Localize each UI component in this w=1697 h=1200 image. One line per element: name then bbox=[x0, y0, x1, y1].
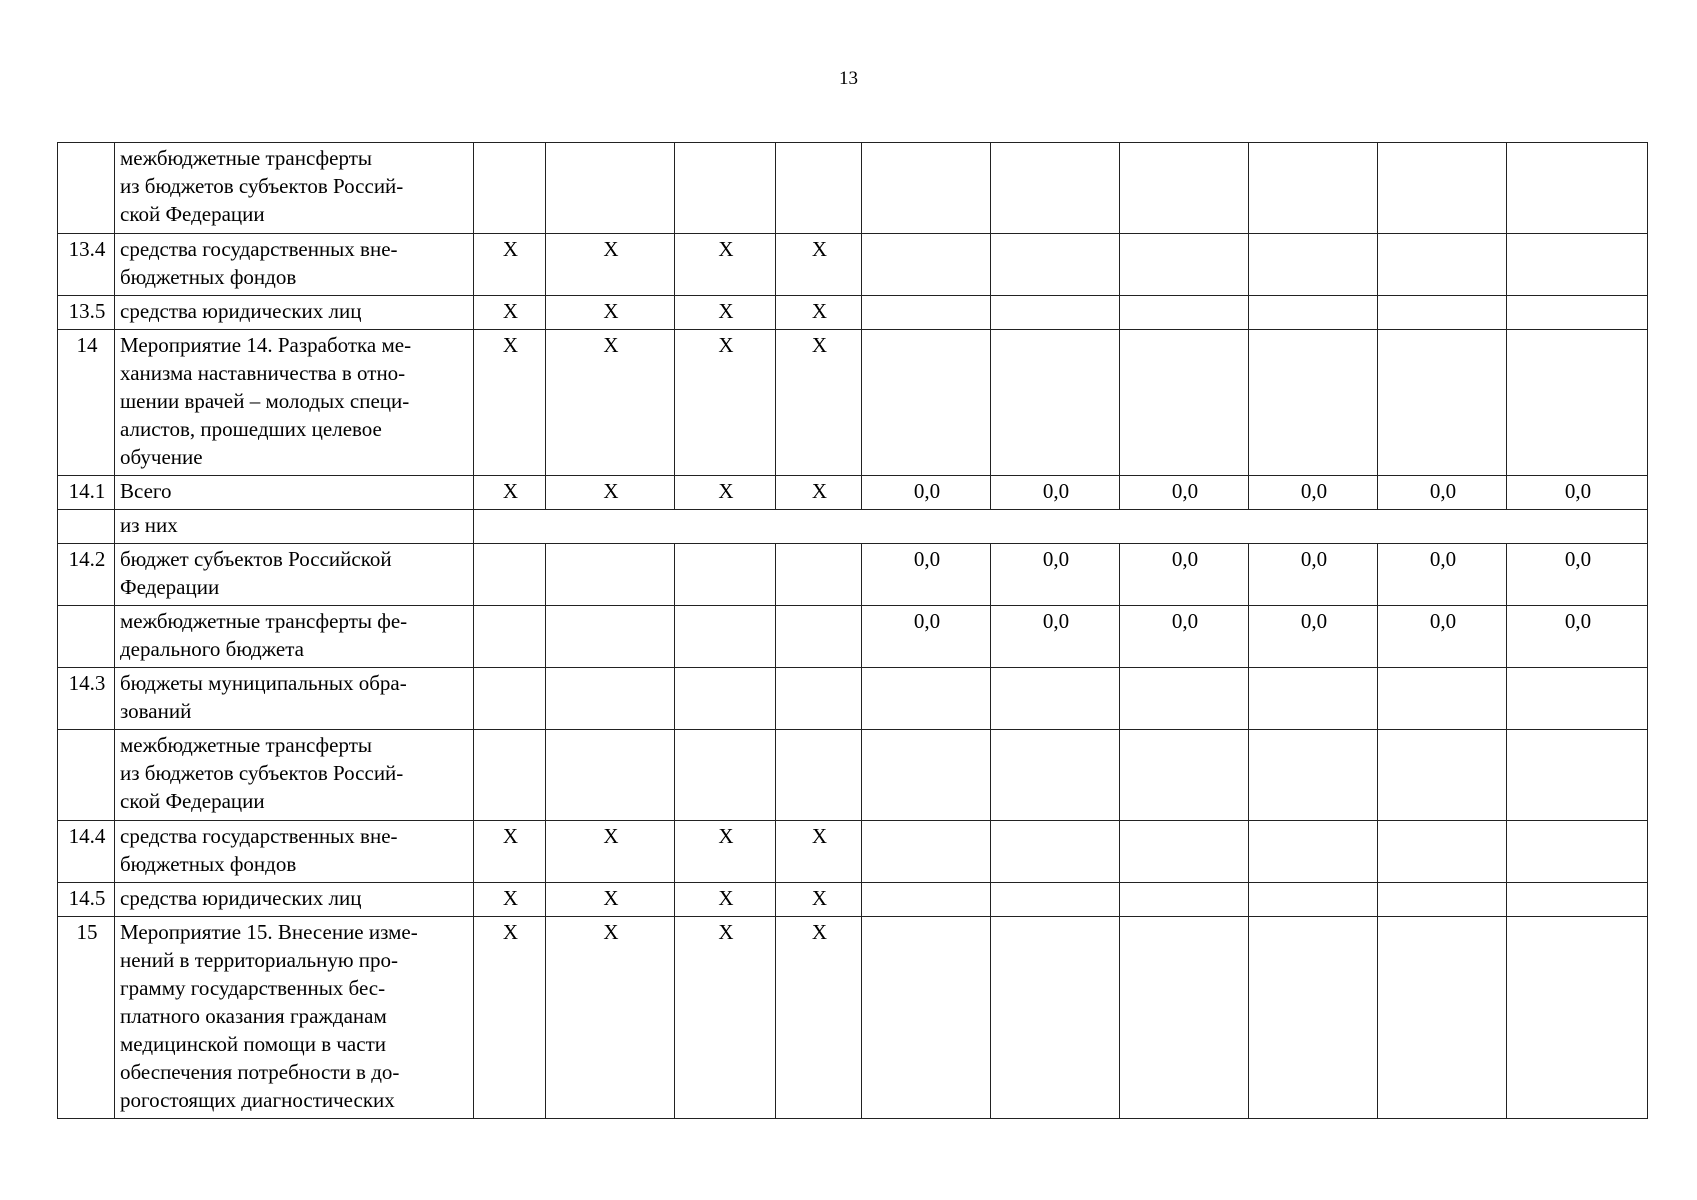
value-cell bbox=[862, 917, 991, 1119]
row-number-cell: 15 bbox=[58, 917, 115, 1119]
x-mark-cell: Х bbox=[474, 296, 546, 330]
x-mark-cell bbox=[546, 143, 675, 234]
row-name-cell bbox=[115, 544, 474, 606]
x-mark-cell: Х bbox=[776, 476, 862, 510]
x-mark-cell: Х bbox=[474, 330, 546, 476]
value-cell bbox=[862, 330, 991, 476]
row-number-cell: 14.1 bbox=[58, 476, 115, 510]
value-cell bbox=[991, 730, 1120, 821]
value-cell bbox=[1249, 143, 1378, 234]
row-number-cell: 13.4 bbox=[58, 234, 115, 296]
value-cell bbox=[1120, 668, 1249, 730]
value-cell: 0,0 bbox=[1378, 606, 1507, 668]
x-mark-cell bbox=[776, 143, 862, 234]
row-name-line: межбюджетные трансферты bbox=[120, 733, 372, 757]
row-name-line: медицинской помощи в части bbox=[120, 1032, 386, 1056]
page-number: 13 bbox=[839, 68, 858, 89]
x-mark-cell bbox=[776, 606, 862, 668]
value-cell bbox=[1120, 883, 1249, 917]
x-mark-cell: Х bbox=[474, 476, 546, 510]
value-cell: 0,0 bbox=[862, 606, 991, 668]
row-number-cell: 13.5 bbox=[58, 296, 115, 330]
x-mark-cell bbox=[675, 606, 776, 668]
table-row bbox=[58, 330, 1648, 476]
row-name-line: грамму государственных бес- bbox=[120, 976, 386, 1000]
value-cell bbox=[862, 730, 991, 821]
value-cell: 0,0 bbox=[1378, 544, 1507, 606]
row-name-cell bbox=[115, 606, 474, 668]
x-mark-cell: Х bbox=[546, 296, 675, 330]
row-name-cell bbox=[115, 821, 474, 883]
value-cell bbox=[991, 143, 1120, 234]
x-mark-cell bbox=[474, 668, 546, 730]
row-name-cell bbox=[115, 917, 474, 1119]
row-name-line: из бюджетов субъектов Россий- bbox=[120, 761, 404, 785]
value-cell: 0,0 bbox=[1120, 476, 1249, 510]
row-name-line: нений в территориальную про- bbox=[120, 948, 399, 972]
x-mark-cell: Х bbox=[776, 821, 862, 883]
value-cell bbox=[991, 917, 1120, 1119]
row-name-line: из бюджетов субъектов Россий- bbox=[120, 174, 404, 198]
table-row bbox=[58, 606, 1648, 668]
value-cell bbox=[1378, 883, 1507, 917]
value-cell: 0,0 bbox=[1120, 544, 1249, 606]
row-name-line: межбюджетные трансферты фе- bbox=[120, 609, 408, 633]
row-name-line: средства юридических лиц bbox=[120, 886, 362, 910]
table-row bbox=[58, 668, 1648, 730]
value-cell bbox=[991, 296, 1120, 330]
row-name-line: средства государственных вне- bbox=[120, 824, 398, 848]
value-cell bbox=[1507, 143, 1648, 234]
row-name-cell bbox=[115, 234, 474, 296]
x-mark-cell: Х bbox=[474, 883, 546, 917]
row-name-line: Мероприятие 15. Внесение изме- bbox=[120, 920, 418, 944]
row-number-cell bbox=[58, 606, 115, 668]
row-number-cell: 14.5 bbox=[58, 883, 115, 917]
x-mark-cell bbox=[474, 143, 546, 234]
value-cell bbox=[1378, 668, 1507, 730]
x-mark-cell: Х bbox=[546, 330, 675, 476]
x-mark-cell bbox=[474, 544, 546, 606]
value-cell bbox=[1249, 730, 1378, 821]
x-mark-cell bbox=[474, 730, 546, 821]
x-mark-cell: Х bbox=[776, 296, 862, 330]
table-row bbox=[58, 883, 1648, 917]
x-mark-cell bbox=[546, 544, 675, 606]
row-name-line: Федерации bbox=[120, 575, 220, 599]
value-cell bbox=[1249, 917, 1378, 1119]
row-number-cell: 14.4 bbox=[58, 821, 115, 883]
x-mark-cell: Х bbox=[675, 821, 776, 883]
row-number-cell: 14 bbox=[58, 330, 115, 476]
x-mark-cell: Х bbox=[675, 234, 776, 296]
x-mark-cell bbox=[776, 730, 862, 821]
table-row bbox=[58, 296, 1648, 330]
value-cell: 0,0 bbox=[1249, 476, 1378, 510]
row-name-cell bbox=[115, 143, 474, 234]
x-mark-cell: Х bbox=[474, 821, 546, 883]
row-name-line: зований bbox=[120, 699, 192, 723]
x-mark-cell: Х bbox=[546, 883, 675, 917]
table-row bbox=[58, 476, 1648, 510]
value-cell: 0,0 bbox=[1120, 606, 1249, 668]
row-name-cell bbox=[115, 476, 474, 510]
row-number-cell: 14.2 bbox=[58, 544, 115, 606]
value-cell bbox=[1378, 234, 1507, 296]
row-name-line: из них bbox=[120, 513, 178, 537]
value-cell: 0,0 bbox=[991, 544, 1120, 606]
x-mark-cell bbox=[675, 668, 776, 730]
value-cell: 0,0 bbox=[1249, 544, 1378, 606]
value-cell bbox=[1378, 730, 1507, 821]
value-cell bbox=[1249, 234, 1378, 296]
row-name-line: платного оказания гражданам bbox=[120, 1004, 387, 1028]
table-row bbox=[58, 510, 1648, 544]
value-cell bbox=[1120, 917, 1249, 1119]
table-row bbox=[58, 821, 1648, 883]
value-cell bbox=[1507, 330, 1648, 476]
row-name-line: шении врачей – молодых специ- bbox=[120, 389, 410, 413]
x-mark-cell: Х bbox=[776, 917, 862, 1119]
row-name-line: бюджетных фондов bbox=[120, 265, 297, 289]
row-name-cell bbox=[115, 730, 474, 821]
table-row bbox=[58, 544, 1648, 606]
row-name-line: бюджет субъектов Российской bbox=[120, 547, 392, 571]
value-cell bbox=[1249, 883, 1378, 917]
x-mark-cell: Х bbox=[776, 234, 862, 296]
value-cell bbox=[1378, 917, 1507, 1119]
value-cell bbox=[1120, 730, 1249, 821]
x-mark-cell bbox=[675, 143, 776, 234]
value-cell bbox=[1378, 143, 1507, 234]
value-cell bbox=[1378, 821, 1507, 883]
row-name-line: ской Федерации bbox=[120, 789, 265, 813]
value-cell bbox=[991, 821, 1120, 883]
x-mark-cell: Х bbox=[546, 821, 675, 883]
x-mark-cell bbox=[474, 606, 546, 668]
row-name-cell bbox=[115, 296, 474, 330]
x-mark-cell: Х bbox=[546, 917, 675, 1119]
value-cell bbox=[1120, 330, 1249, 476]
row-name-cell bbox=[115, 510, 474, 544]
value-cell bbox=[1249, 821, 1378, 883]
value-cell bbox=[1378, 296, 1507, 330]
x-mark-cell bbox=[776, 544, 862, 606]
value-cell bbox=[1249, 296, 1378, 330]
budget-table bbox=[57, 142, 1648, 1119]
value-cell bbox=[1120, 143, 1249, 234]
value-cell: 0,0 bbox=[862, 476, 991, 510]
row-name-line: Всего bbox=[120, 479, 172, 503]
row-name-line: дерального бюджета bbox=[120, 637, 304, 661]
row-name-line: средства государственных вне- bbox=[120, 237, 398, 261]
value-cell bbox=[1507, 668, 1648, 730]
value-cell: 0,0 bbox=[862, 544, 991, 606]
value-cell: 0,0 bbox=[991, 606, 1120, 668]
value-cell bbox=[1507, 917, 1648, 1119]
value-cell bbox=[991, 234, 1120, 296]
x-mark-cell: Х bbox=[675, 476, 776, 510]
value-cell bbox=[862, 883, 991, 917]
value-cell bbox=[1120, 821, 1249, 883]
value-cell bbox=[862, 668, 991, 730]
value-cell bbox=[1507, 883, 1648, 917]
row-name-line: рогостоящих диагностических bbox=[120, 1088, 395, 1112]
value-cell bbox=[1507, 730, 1648, 821]
row-name-line: алистов, прошедших целевое bbox=[120, 417, 382, 441]
row-number-cell bbox=[58, 510, 115, 544]
row-name-line: межбюджетные трансферты bbox=[120, 146, 372, 170]
value-cell bbox=[1378, 330, 1507, 476]
value-cell bbox=[862, 143, 991, 234]
value-cell: 0,0 bbox=[1378, 476, 1507, 510]
row-name-line: ханизма наставничества в отно- bbox=[120, 361, 406, 385]
row-name-line: Мероприятие 14. Разработка ме- bbox=[120, 333, 412, 357]
value-cell bbox=[1507, 821, 1648, 883]
x-mark-cell bbox=[546, 668, 675, 730]
row-name-cell bbox=[115, 883, 474, 917]
x-mark-cell bbox=[675, 544, 776, 606]
x-mark-cell bbox=[546, 730, 675, 821]
x-mark-cell: Х bbox=[675, 296, 776, 330]
row-number-cell bbox=[58, 143, 115, 234]
value-cell bbox=[1507, 234, 1648, 296]
table-row bbox=[58, 143, 1648, 234]
value-cell bbox=[991, 330, 1120, 476]
value-cell bbox=[862, 296, 991, 330]
x-mark-cell bbox=[776, 668, 862, 730]
row-name-line: обучение bbox=[120, 445, 203, 469]
row-number-cell: 14.3 bbox=[58, 668, 115, 730]
merged-empty-cell bbox=[474, 510, 1648, 544]
x-mark-cell: Х bbox=[675, 917, 776, 1119]
x-mark-cell: Х bbox=[546, 234, 675, 296]
row-name-cell bbox=[115, 330, 474, 476]
value-cell bbox=[1507, 296, 1648, 330]
row-name-line: бюджетных фондов bbox=[120, 852, 297, 876]
value-cell: 0,0 bbox=[1507, 544, 1648, 606]
x-mark-cell: Х bbox=[776, 883, 862, 917]
x-mark-cell bbox=[546, 606, 675, 668]
value-cell bbox=[991, 883, 1120, 917]
value-cell bbox=[991, 668, 1120, 730]
row-name-line: обеспечения потребности в до- bbox=[120, 1060, 400, 1084]
value-cell: 0,0 bbox=[1507, 476, 1648, 510]
value-cell bbox=[862, 234, 991, 296]
x-mark-cell: Х bbox=[546, 476, 675, 510]
value-cell bbox=[1120, 296, 1249, 330]
row-name-line: средства юридических лиц bbox=[120, 299, 362, 323]
row-number-cell bbox=[58, 730, 115, 821]
value-cell bbox=[862, 821, 991, 883]
value-cell bbox=[1249, 330, 1378, 476]
row-name-cell bbox=[115, 668, 474, 730]
x-mark-cell: Х bbox=[474, 917, 546, 1119]
value-cell: 0,0 bbox=[1249, 606, 1378, 668]
value-cell: 0,0 bbox=[991, 476, 1120, 510]
row-name-line: ской Федерации bbox=[120, 202, 265, 226]
x-mark-cell bbox=[675, 730, 776, 821]
row-name-line: бюджеты муниципальных обра- bbox=[120, 671, 407, 695]
value-cell bbox=[1120, 234, 1249, 296]
value-cell bbox=[1249, 668, 1378, 730]
table-row bbox=[58, 730, 1648, 821]
x-mark-cell: Х bbox=[675, 330, 776, 476]
x-mark-cell: Х bbox=[675, 883, 776, 917]
table-row bbox=[58, 234, 1648, 296]
table-row bbox=[58, 917, 1648, 1119]
value-cell: 0,0 bbox=[1507, 606, 1648, 668]
x-mark-cell: Х bbox=[474, 234, 546, 296]
x-mark-cell: Х bbox=[776, 330, 862, 476]
